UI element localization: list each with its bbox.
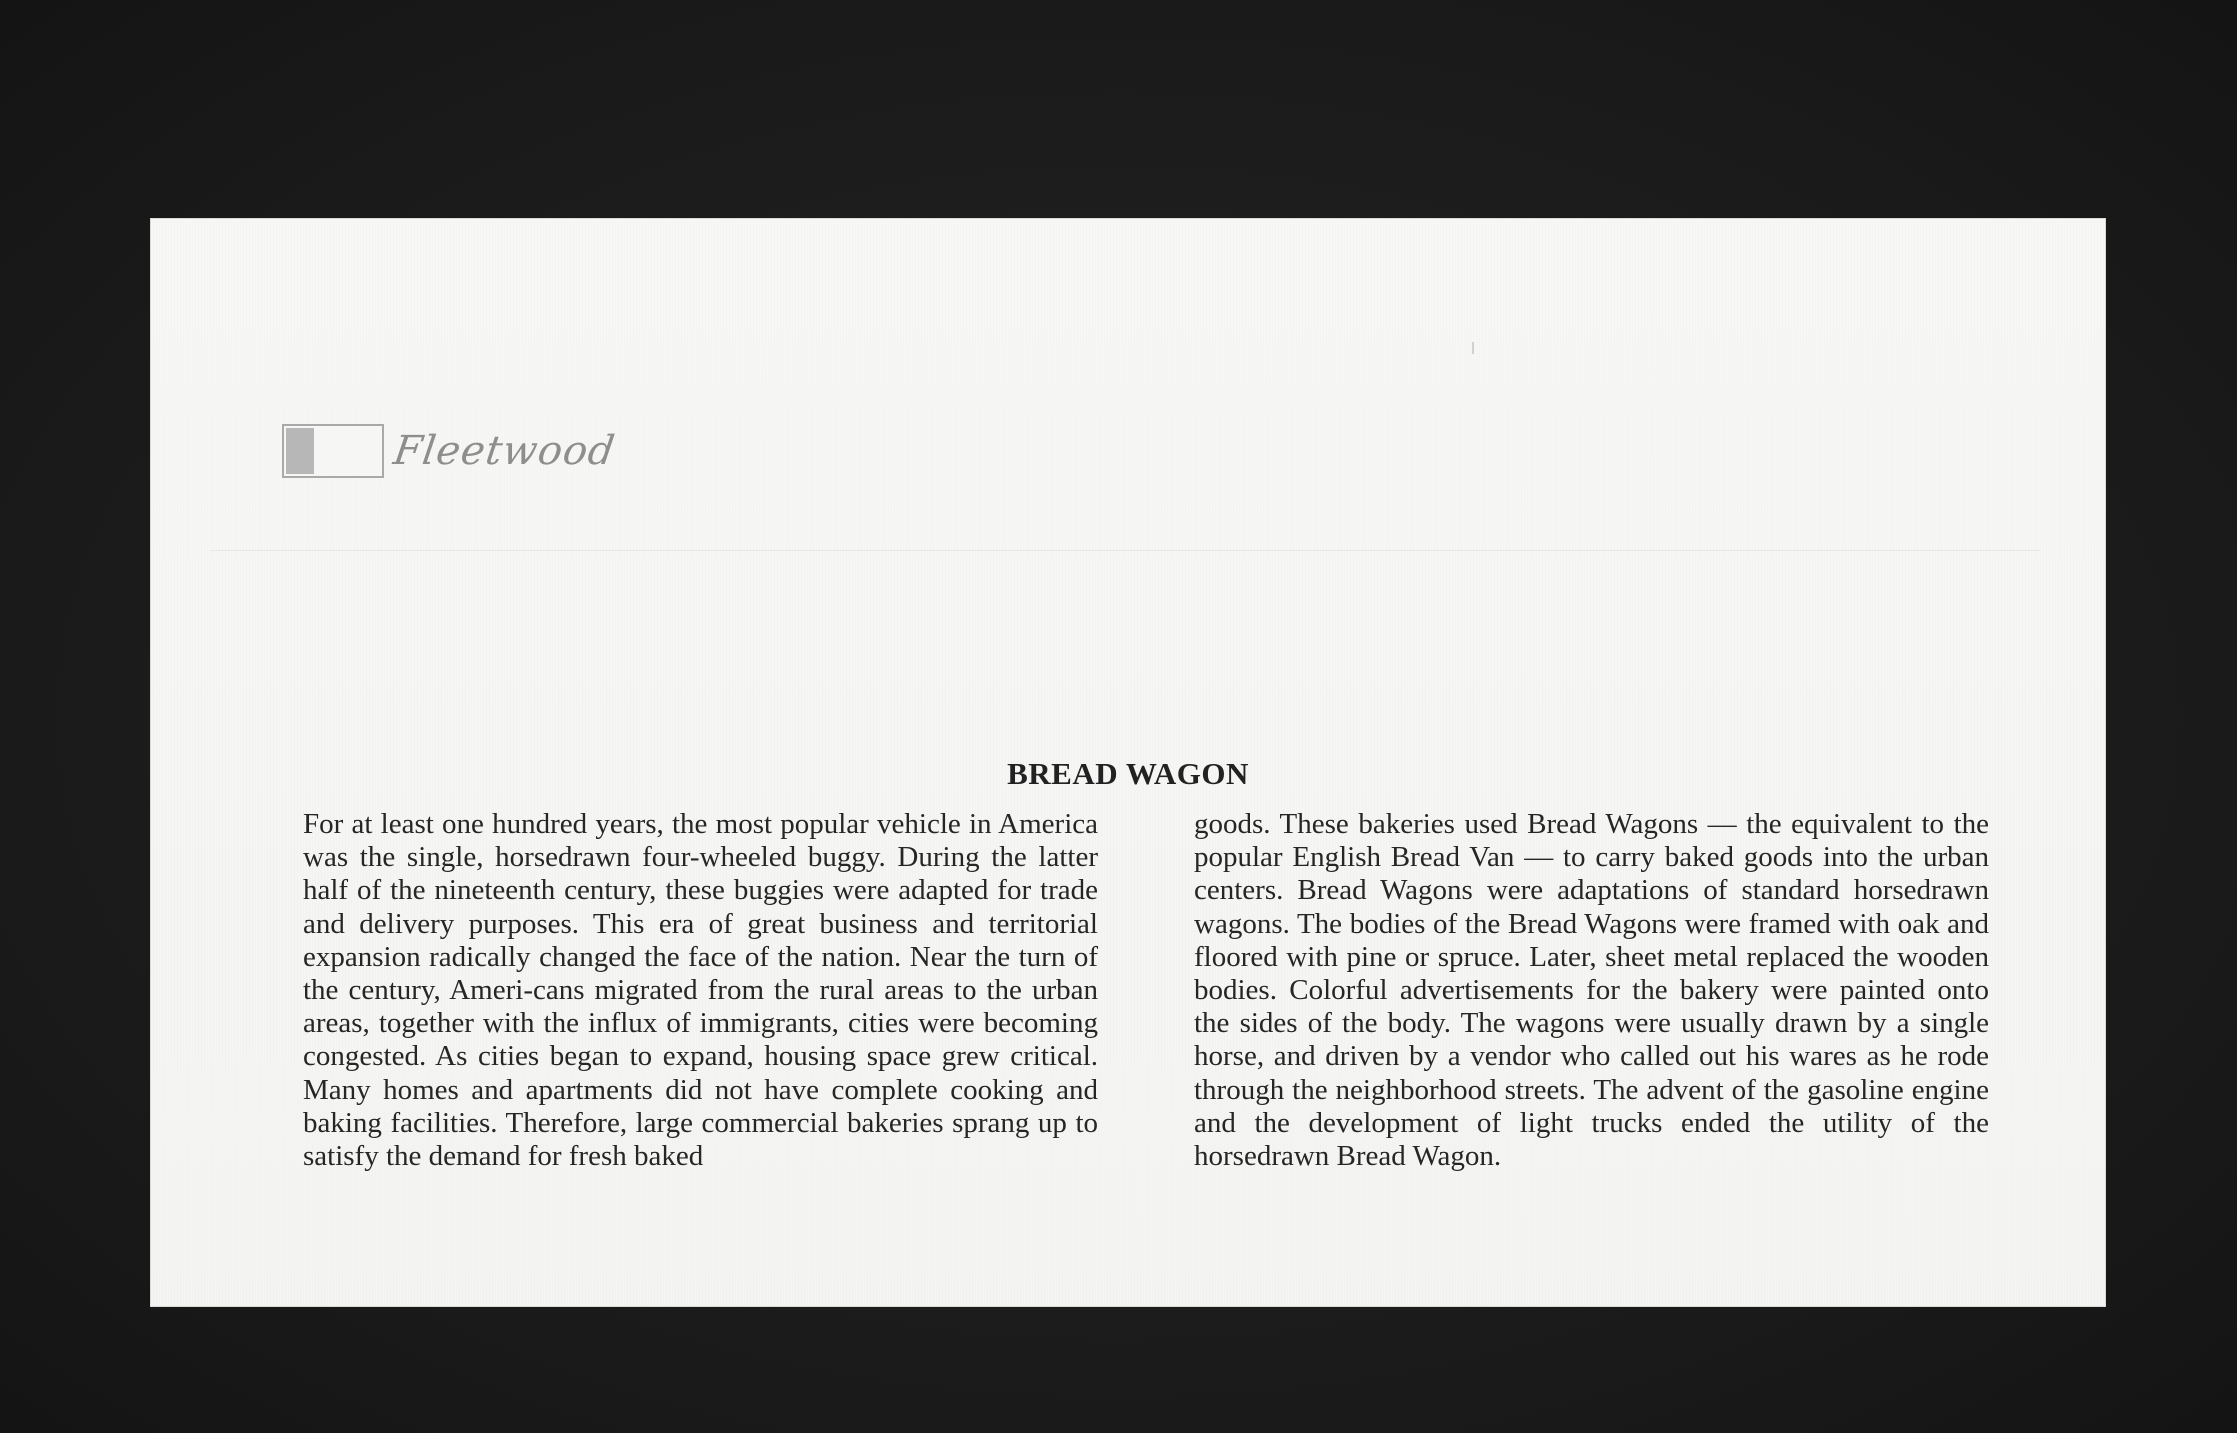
article-title: BREAD WAGON xyxy=(1007,756,1249,791)
fleetwood-logo xyxy=(282,422,619,480)
envelope-back xyxy=(150,218,2106,1307)
flap-crease xyxy=(210,550,2040,551)
article-column-left: For at least one hundred years, the most popular vehicle in America was the single, horsedrawn four-wheeled buggy. During the latter half of the nineteenth century, these buggies were adapted for trade and delivery purposes. This era of great business and territorial expansion radically changed the face of the nation. Near the turn of the century, Ameri-cans migrated from the rural areas to the urban areas, together with the influx of immigrants, cities were becoming congested. As cities began to expand, housing space grew critical. Many homes and apartments did not have complete cooking and baking facilities. Therefore, large commercial bakeries sprang up to satisfy the demand for fresh baked xyxy=(303,808,1098,1173)
article-column-right: goods. These bakeries used Bread Wagons — the equivalent to the popular English Bread Van — to carry baked goods into the urban centers. Bread Wagons were adaptations of standard horsedrawn wagons. The bodies of the Bread Wagons were framed with oak and floored with pine or spruce. Later, sheet metal replaced the wooden bodies. Colorful advertisements for the bakery were painted onto the sides of the body. The wagons were usually drawn by a single horse, and driven by a vendor who called out his wares as he rode through the neighborhood streets. The advent of the gasoline engine and the development of light trucks ended the utility of the horsedrawn Bread Wagon. xyxy=(1194,808,1989,1173)
fleetwood-box-icon xyxy=(282,424,384,478)
paper-speck xyxy=(1472,342,1474,354)
logo-wordmark: Fleetwood xyxy=(390,428,619,474)
logo-box-fill xyxy=(286,428,314,474)
